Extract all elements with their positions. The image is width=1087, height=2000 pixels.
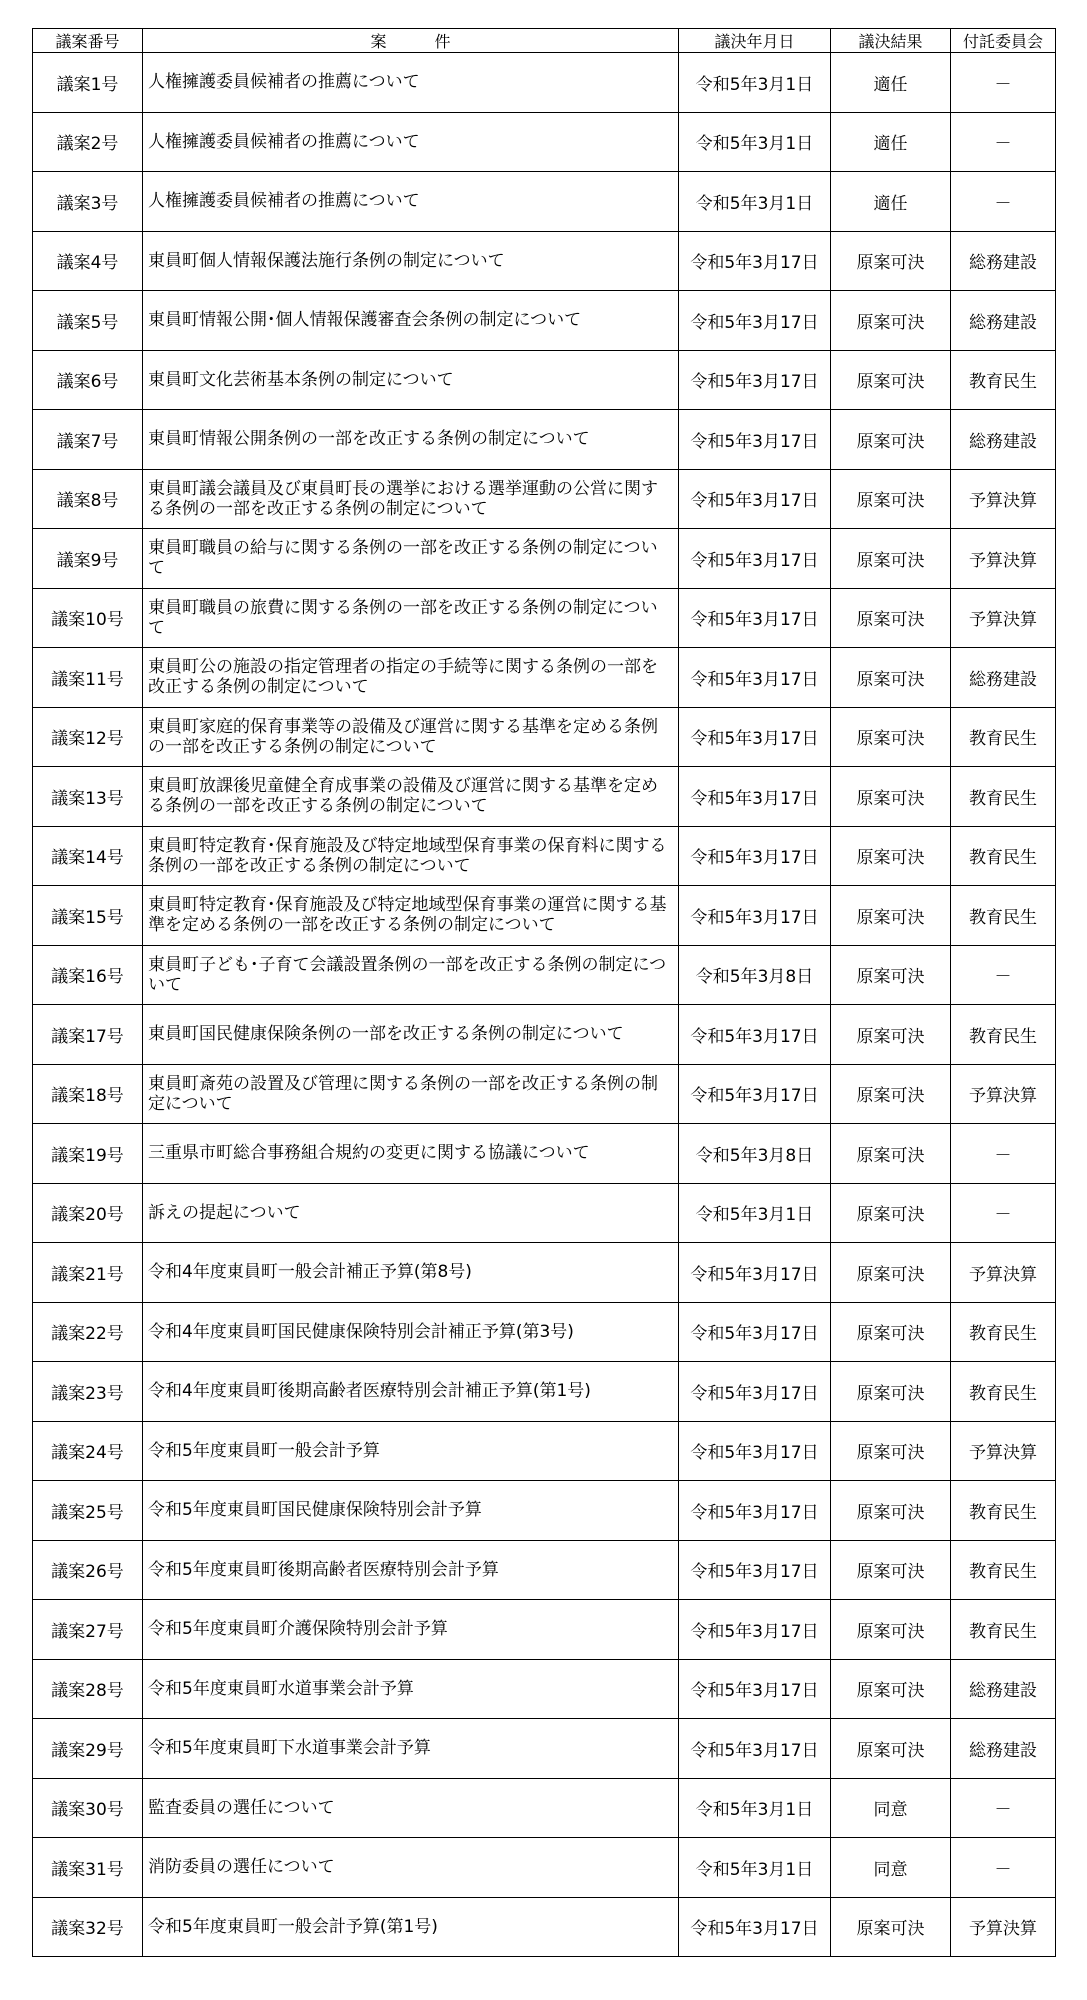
bill-number-cell: 議案17号	[33, 1005, 143, 1065]
table-row	[33, 172, 1056, 232]
resolution-result-cell: 原案可決	[831, 291, 951, 351]
subject-text: 令和5年度東員町国民健康保険特別会計予算	[148, 1500, 482, 1521]
resolution-date-cell: 令和5年3月17日	[679, 291, 831, 351]
resolution-result-cell: 同意	[831, 1838, 951, 1898]
table-row	[33, 1481, 1056, 1541]
header-subject: 案 件	[143, 29, 679, 53]
table-row	[33, 469, 1056, 529]
subject-cell	[143, 1005, 679, 1065]
resolution-date-cell: 令和5年3月17日	[679, 826, 831, 886]
subject-text: 東員町議会議員及び東員町長の選挙における選挙運動の公営に関する条例の一部を改正する条例の制定について	[148, 478, 658, 519]
bill-number-cell: 議案16号	[33, 945, 143, 1005]
bill-number-cell: 議案14号	[33, 826, 143, 886]
resolution-result-cell: 適任	[831, 53, 951, 113]
committee-cell: －	[951, 1778, 1056, 1838]
resolution-result-cell: 原案可決	[831, 1481, 951, 1541]
resolution-date-cell: 令和5年3月17日	[679, 1243, 831, 1303]
table-row	[33, 767, 1056, 827]
resolution-date-cell: 令和5年3月17日	[679, 1659, 831, 1719]
resolution-date-cell: 令和5年3月1日	[679, 172, 831, 232]
resolution-date-cell: 令和5年3月8日	[679, 1124, 831, 1184]
table-row	[33, 588, 1056, 648]
resolution-date-cell: 令和5年3月17日	[679, 1481, 831, 1541]
subject-cell	[143, 231, 679, 291]
header-resolution-date: 議決年月日	[679, 29, 831, 53]
table-row	[33, 1124, 1056, 1184]
bill-number-cell: 議案10号	[33, 588, 143, 648]
subject-text: 東員町特定教育･保育施設及び特定地域型保育事業の保育料に関する条例の一部を改正する条例の制定について	[148, 835, 667, 876]
bill-number-cell: 議案11号	[33, 648, 143, 708]
resolution-result-cell: 適任	[831, 172, 951, 232]
resolution-result-cell: 原案可決	[831, 1064, 951, 1124]
resolution-result-cell: 原案可決	[831, 350, 951, 410]
bill-results-table	[32, 28, 1056, 1957]
resolution-result-cell: 原案可決	[831, 1005, 951, 1065]
committee-cell: 教育民生	[951, 1540, 1056, 1600]
table-row	[33, 1064, 1056, 1124]
subject-cell	[143, 1719, 679, 1779]
bill-number-cell: 議案7号	[33, 410, 143, 470]
bill-number-cell: 議案27号	[33, 1600, 143, 1660]
subject-cell	[143, 1778, 679, 1838]
subject-cell	[143, 1064, 679, 1124]
bill-number-cell: 議案24号	[33, 1421, 143, 1481]
resolution-result-cell: 原案可決	[831, 886, 951, 946]
subject-text: 三重県市町総合事務組合規約の変更に関する協議について	[148, 1143, 590, 1164]
resolution-result-cell: 原案可決	[831, 1421, 951, 1481]
resolution-result-cell: 原案可決	[831, 231, 951, 291]
committee-cell: －	[951, 1124, 1056, 1184]
table-row	[33, 1838, 1056, 1898]
committee-cell: 教育民生	[951, 1362, 1056, 1422]
subject-text: 東員町公の施設の指定管理者の指定の手続等に関する条例の一部を改正する条例の制定について	[148, 657, 658, 698]
resolution-result-cell: 原案可決	[831, 648, 951, 708]
table-row	[33, 53, 1056, 113]
bill-number-cell: 議案28号	[33, 1659, 143, 1719]
committee-cell: 教育民生	[951, 1005, 1056, 1065]
subject-text: 東員町家庭的保育事業等の設備及び運営に関する基準を定める条例の一部を改正する条例の制定について	[148, 716, 658, 757]
bill-number-cell: 議案12号	[33, 707, 143, 767]
subject-text: 消防委員の選任について	[148, 1857, 335, 1878]
table-row	[33, 529, 1056, 589]
table-row	[33, 1302, 1056, 1362]
committee-cell: －	[951, 945, 1056, 1005]
subject-text: 人権擁護委員候補者の推薦について	[148, 131, 420, 152]
committee-cell: －	[951, 112, 1056, 172]
committee-cell: 総務建設	[951, 291, 1056, 351]
subject-cell	[143, 1243, 679, 1303]
resolution-date-cell: 令和5年3月17日	[679, 1064, 831, 1124]
resolution-result-cell: 原案可決	[831, 410, 951, 470]
table-row	[33, 291, 1056, 351]
resolution-date-cell: 令和5年3月17日	[679, 529, 831, 589]
bill-number-cell: 議案8号	[33, 469, 143, 529]
resolution-result-cell: 原案可決	[831, 1183, 951, 1243]
committee-cell: －	[951, 172, 1056, 232]
subject-cell	[143, 469, 679, 529]
resolution-date-cell: 令和5年3月17日	[679, 588, 831, 648]
committee-cell: 教育民生	[951, 350, 1056, 410]
subject-cell	[143, 529, 679, 589]
table-row	[33, 112, 1056, 172]
resolution-result-cell: 原案可決	[831, 767, 951, 827]
resolution-result-cell: 原案可決	[831, 1897, 951, 1957]
subject-text: 東員町情報公開条例の一部を改正する条例の制定について	[148, 429, 590, 450]
committee-cell: 予算決算	[951, 1897, 1056, 1957]
table-row	[33, 945, 1056, 1005]
resolution-date-cell: 令和5年3月1日	[679, 53, 831, 113]
resolution-result-cell: 原案可決	[831, 1719, 951, 1779]
header-resolution-result: 議決結果	[831, 29, 951, 53]
resolution-date-cell: 令和5年3月17日	[679, 1600, 831, 1660]
resolution-date-cell: 令和5年3月17日	[679, 350, 831, 410]
header-row	[33, 29, 1056, 53]
committee-cell: －	[951, 53, 1056, 113]
resolution-result-cell: 原案可決	[831, 1540, 951, 1600]
resolution-date-cell: 令和5年3月17日	[679, 1421, 831, 1481]
bill-number-cell: 議案26号	[33, 1540, 143, 1600]
resolution-date-cell: 令和5年3月1日	[679, 1778, 831, 1838]
committee-cell: 総務建設	[951, 648, 1056, 708]
subject-text: 令和5年度東員町介護保険特別会計予算	[148, 1619, 448, 1640]
subject-text: 東員町情報公開･個人情報保護審査会条例の制定について	[148, 310, 582, 331]
subject-text: 東員町職員の給与に関する条例の一部を改正する条例の制定について	[148, 538, 658, 579]
resolution-date-cell: 令和5年3月17日	[679, 767, 831, 827]
table-row	[33, 410, 1056, 470]
resolution-result-cell: 原案可決	[831, 469, 951, 529]
committee-cell: 教育民生	[951, 1600, 1056, 1660]
committee-cell: 予算決算	[951, 529, 1056, 589]
subject-cell	[143, 707, 679, 767]
resolution-date-cell: 令和5年3月17日	[679, 469, 831, 529]
bill-number-cell: 議案1号	[33, 53, 143, 113]
committee-cell: －	[951, 1183, 1056, 1243]
resolution-date-cell: 令和5年3月1日	[679, 112, 831, 172]
subject-cell	[143, 1540, 679, 1600]
bill-number-cell: 議案2号	[33, 112, 143, 172]
resolution-result-cell: 同意	[831, 1778, 951, 1838]
subject-cell	[143, 1481, 679, 1541]
subject-cell	[143, 1897, 679, 1957]
subject-cell	[143, 1362, 679, 1422]
resolution-result-cell: 原案可決	[831, 1600, 951, 1660]
resolution-date-cell: 令和5年3月17日	[679, 231, 831, 291]
subject-cell	[143, 1302, 679, 1362]
subject-text: 監査委員の選任について	[148, 1797, 335, 1818]
table-row	[33, 1897, 1056, 1957]
subject-text: 東員町放課後児童健全育成事業の設備及び運営に関する基準を定める条例の一部を改正する条例の制定について	[148, 776, 658, 817]
resolution-result-cell: 原案可決	[831, 1302, 951, 1362]
subject-text: 人権擁護委員候補者の推薦について	[148, 191, 420, 212]
subject-cell	[143, 1600, 679, 1660]
bill-number-cell: 議案4号	[33, 231, 143, 291]
table-row	[33, 886, 1056, 946]
table-row	[33, 231, 1056, 291]
subject-text: 令和4年度東員町後期高齢者医療特別会計補正予算(第1号)	[148, 1381, 591, 1402]
table-row	[33, 1600, 1056, 1660]
subject-text: 令和4年度東員町一般会計補正予算(第8号)	[148, 1262, 472, 1283]
committee-cell: 教育民生	[951, 707, 1056, 767]
resolution-result-cell: 原案可決	[831, 1659, 951, 1719]
committee-cell: 教育民生	[951, 886, 1056, 946]
resolution-date-cell: 令和5年3月17日	[679, 1719, 831, 1779]
bill-number-cell: 議案18号	[33, 1064, 143, 1124]
committee-cell: 教育民生	[951, 826, 1056, 886]
committee-cell: 予算決算	[951, 1064, 1056, 1124]
committee-cell: 教育民生	[951, 1481, 1056, 1541]
committee-cell: 総務建設	[951, 410, 1056, 470]
subject-text: 東員町子ども･子育て会議設置条例の一部を改正する条例の制定について	[148, 954, 667, 995]
committee-cell: 総務建設	[951, 231, 1056, 291]
table-row	[33, 1659, 1056, 1719]
resolution-date-cell: 令和5年3月1日	[679, 1838, 831, 1898]
subject-cell	[143, 1183, 679, 1243]
resolution-date-cell: 令和5年3月17日	[679, 886, 831, 946]
resolution-date-cell: 令和5年3月17日	[679, 1302, 831, 1362]
committee-cell: －	[951, 1838, 1056, 1898]
subject-text: 令和5年度東員町後期高齢者医療特別会計予算	[148, 1559, 499, 1580]
table-row	[33, 1719, 1056, 1779]
bill-number-cell: 議案15号	[33, 886, 143, 946]
subject-cell	[143, 112, 679, 172]
bill-number-cell: 議案30号	[33, 1778, 143, 1838]
committee-cell: 予算決算	[951, 1243, 1056, 1303]
subject-cell	[143, 886, 679, 946]
bill-number-cell: 議案13号	[33, 767, 143, 827]
subject-cell	[143, 826, 679, 886]
resolution-date-cell: 令和5年3月17日	[679, 410, 831, 470]
header-committee: 付託委員会	[951, 29, 1056, 53]
committee-cell: 予算決算	[951, 469, 1056, 529]
bill-number-cell: 議案20号	[33, 1183, 143, 1243]
resolution-result-cell: 適任	[831, 112, 951, 172]
table-row	[33, 1778, 1056, 1838]
bill-number-cell: 議案9号	[33, 529, 143, 589]
subject-cell	[143, 172, 679, 232]
subject-text: 令和5年度東員町水道事業会計予算	[148, 1678, 414, 1699]
bill-number-cell: 議案29号	[33, 1719, 143, 1779]
subject-text: 東員町特定教育･保育施設及び特定地域型保育事業の運営に関する基準を定める条例の一部を改正する条例の制定について	[148, 895, 667, 936]
subject-text: 令和5年度東員町一般会計予算(第1号)	[148, 1916, 438, 1937]
committee-cell: 予算決算	[951, 1421, 1056, 1481]
resolution-date-cell: 令和5年3月17日	[679, 707, 831, 767]
subject-text: 令和4年度東員町国民健康保険特別会計補正予算(第3号)	[148, 1321, 574, 1342]
bill-number-cell: 議案32号	[33, 1897, 143, 1957]
resolution-result-cell: 原案可決	[831, 945, 951, 1005]
subject-cell	[143, 1838, 679, 1898]
committee-cell: 総務建設	[951, 1659, 1056, 1719]
resolution-date-cell: 令和5年3月17日	[679, 1362, 831, 1422]
table-row	[33, 350, 1056, 410]
subject-cell	[143, 350, 679, 410]
table-row	[33, 1243, 1056, 1303]
table-row	[33, 1183, 1056, 1243]
resolution-result-cell: 原案可決	[831, 529, 951, 589]
bill-number-cell: 議案31号	[33, 1838, 143, 1898]
committee-cell: 総務建設	[951, 1719, 1056, 1779]
bill-number-cell: 議案23号	[33, 1362, 143, 1422]
resolution-result-cell: 原案可決	[831, 826, 951, 886]
resolution-result-cell: 原案可決	[831, 707, 951, 767]
table-row	[33, 1005, 1056, 1065]
bill-number-cell: 議案25号	[33, 1481, 143, 1541]
committee-cell: 教育民生	[951, 767, 1056, 827]
table-row	[33, 707, 1056, 767]
resolution-date-cell: 令和5年3月17日	[679, 1540, 831, 1600]
subject-text: 東員町国民健康保険条例の一部を改正する条例の制定について	[148, 1024, 624, 1045]
committee-cell: 予算決算	[951, 588, 1056, 648]
subject-cell	[143, 1124, 679, 1184]
subject-text: 令和5年度東員町下水道事業会計予算	[148, 1738, 431, 1759]
subject-text: 東員町職員の旅費に関する条例の一部を改正する条例の制定について	[148, 597, 658, 638]
committee-cell: 教育民生	[951, 1302, 1056, 1362]
table-row	[33, 826, 1056, 886]
resolution-date-cell: 令和5年3月17日	[679, 1005, 831, 1065]
subject-cell	[143, 291, 679, 351]
resolution-result-cell: 原案可決	[831, 1362, 951, 1422]
subject-text: 訴えの提起について	[148, 1202, 301, 1223]
table-row	[33, 1540, 1056, 1600]
table-row	[33, 648, 1056, 708]
bill-number-cell: 議案21号	[33, 1243, 143, 1303]
subject-text: 東員町個人情報保護法施行条例の制定について	[148, 250, 505, 271]
bill-number-cell: 議案6号	[33, 350, 143, 410]
resolution-date-cell: 令和5年3月17日	[679, 1897, 831, 1957]
subject-cell	[143, 648, 679, 708]
subject-cell	[143, 767, 679, 827]
bill-number-cell: 議案3号	[33, 172, 143, 232]
resolution-date-cell: 令和5年3月17日	[679, 648, 831, 708]
bill-number-cell: 議案19号	[33, 1124, 143, 1184]
bill-number-cell: 議案22号	[33, 1302, 143, 1362]
subject-cell	[143, 53, 679, 113]
subject-cell	[143, 1659, 679, 1719]
subject-text: 令和5年度東員町一般会計予算	[148, 1440, 380, 1461]
table-row	[33, 1421, 1056, 1481]
subject-cell	[143, 588, 679, 648]
subject-cell	[143, 945, 679, 1005]
resolution-result-cell: 原案可決	[831, 588, 951, 648]
resolution-date-cell: 令和5年3月1日	[679, 1183, 831, 1243]
resolution-result-cell: 原案可決	[831, 1243, 951, 1303]
bill-number-cell: 議案5号	[33, 291, 143, 351]
resolution-date-cell: 令和5年3月8日	[679, 945, 831, 1005]
header-bill-number: 議案番号	[33, 29, 143, 53]
subject-cell	[143, 1421, 679, 1481]
subject-cell	[143, 410, 679, 470]
subject-text: 東員町斎苑の設置及び管理に関する条例の一部を改正する条例の制定について	[148, 1073, 658, 1114]
table-row	[33, 1362, 1056, 1422]
subject-text: 東員町文化芸術基本条例の制定について	[148, 369, 454, 390]
subject-text: 人権擁護委員候補者の推薦について	[148, 72, 420, 93]
resolution-result-cell: 原案可決	[831, 1124, 951, 1184]
